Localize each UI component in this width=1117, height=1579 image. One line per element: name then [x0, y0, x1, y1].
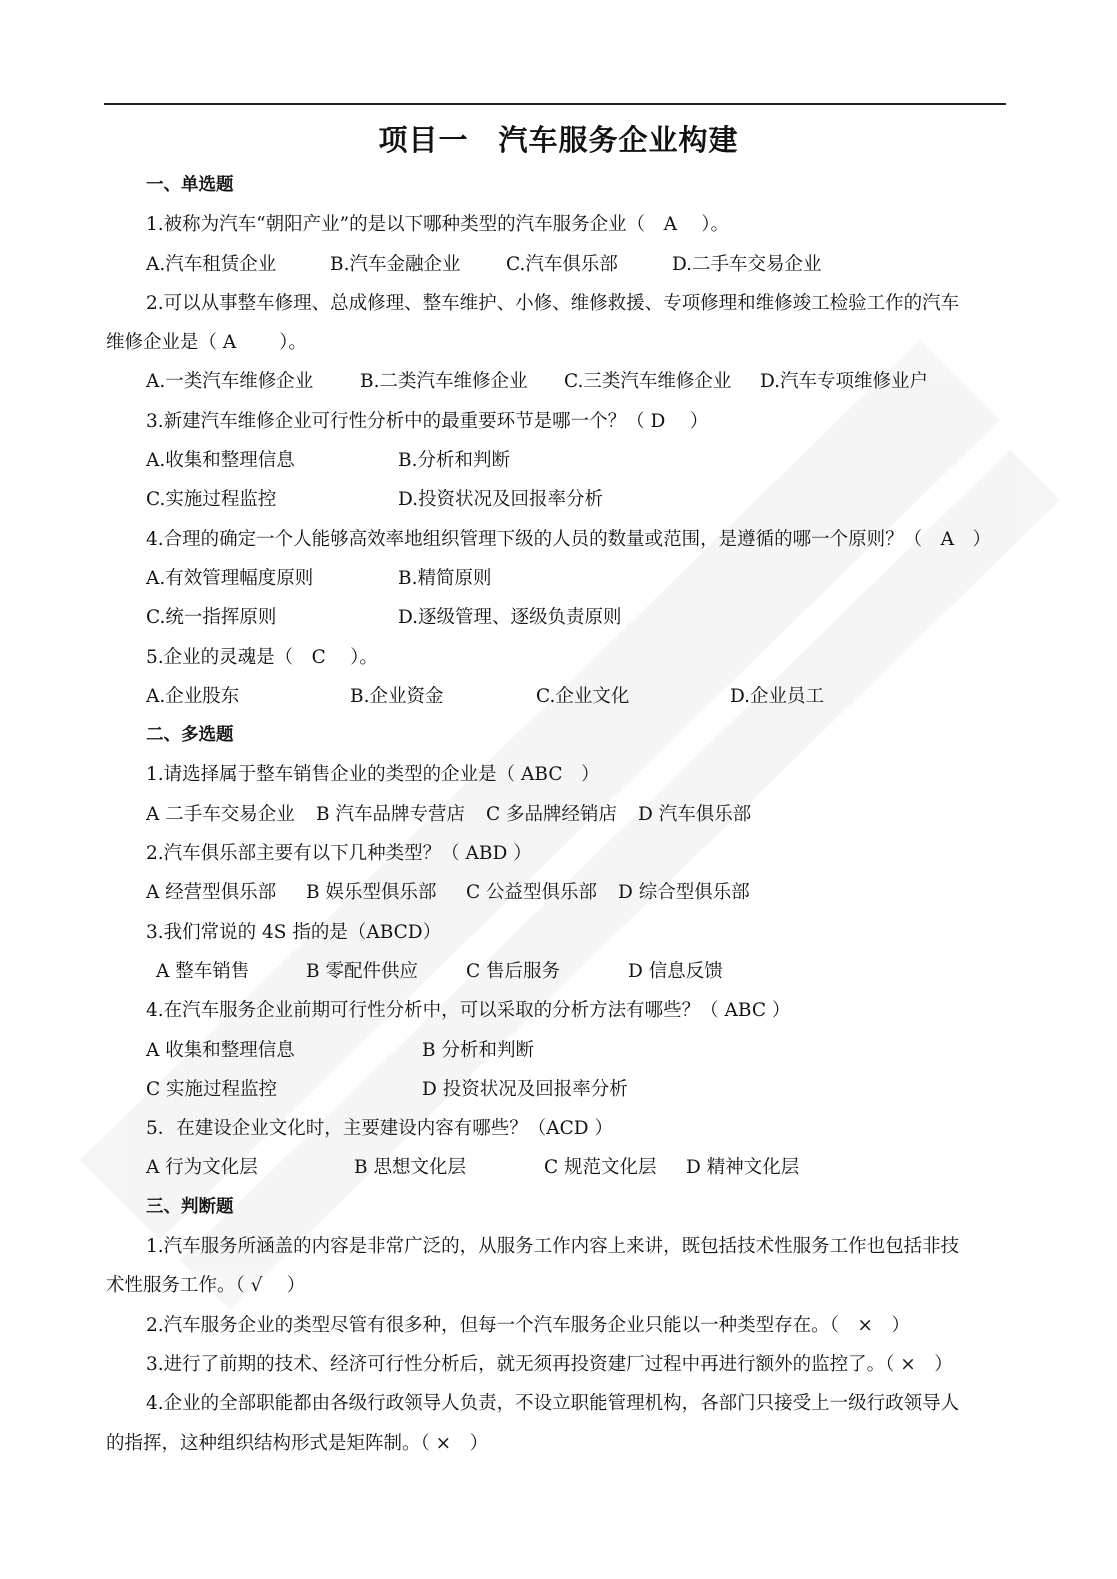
question-stem: 2.汽车俱乐部主要有以下几种类型？（ ABD ）	[146, 843, 532, 865]
option-row	[106, 952, 1006, 991]
document-body	[106, 166, 1006, 1463]
option: C 公益型俱乐部	[466, 882, 598, 904]
question-stem-continued: 维修企业是（ A ）。	[106, 332, 307, 354]
option: B 娱乐型俱乐部	[306, 882, 437, 904]
option: D 综合型俱乐部	[618, 882, 750, 904]
option: B.精简原则	[398, 567, 492, 589]
section-heading-multi: 二、多选题	[146, 725, 234, 746]
option-row	[106, 873, 1006, 912]
option: D 汽车俱乐部	[638, 803, 752, 825]
option: D.逐级管理、逐级负责原则	[398, 607, 622, 629]
option: D 投资状况及回报率分析	[422, 1078, 628, 1100]
option: A.汽车租赁企业	[146, 253, 277, 275]
option: A 收集和整理信息	[146, 1039, 295, 1061]
statement: 1.汽车服务所涵盖的内容是非常广泛的，从服务工作内容上来讲，既包括技术性服务工作也包括非技	[146, 1236, 960, 1258]
project-number: 项目一	[378, 123, 469, 157]
option: B.分析和判断	[398, 450, 510, 472]
option: A 行为文化层	[146, 1157, 258, 1179]
option: A 整车销售	[156, 960, 250, 982]
question-stem: 1.被称为汽车“朝阳产业”的是以下哪种类型的汽车服务企业（ A ）。	[146, 214, 730, 236]
option: A.有效管理幅度原则	[146, 567, 314, 589]
option-row	[106, 480, 1006, 519]
option-row	[106, 559, 1006, 598]
option-row	[106, 362, 1006, 401]
statement: 3.进行了前期的技术、经济可行性分析后，就无须再投资建厂过程中再进行额外的监控了。（ × ）	[146, 1353, 953, 1375]
option: C.三类汽车维修企业	[564, 371, 732, 393]
statement: 4.企业的全部职能都由各级行政领导人负责，不设立职能管理机构，各部门只接受上一级行政领导人	[146, 1393, 960, 1415]
option: A.一类汽车维修企业	[146, 371, 314, 393]
section-heading-single: 一、单选题	[146, 175, 234, 195]
question-stem: 3.新建汽车维修企业可行性分析中的最重要环节是哪一个？（ D ）	[146, 410, 709, 432]
question-stem: 4.合理的确定一个人能够高效率地组织管理下级的人员的数量或范围，是遵循的哪一个原则？（ A ）	[146, 528, 992, 550]
option-row	[106, 677, 1006, 716]
option: A.企业股东	[146, 685, 240, 707]
option: C.实施过程监控	[146, 489, 277, 511]
statement-continued: 的指挥，这种组织结构形式是矩阵制。（ × ）	[106, 1432, 489, 1454]
option: D 精神文化层	[686, 1157, 800, 1179]
option: C.汽车俱乐部	[506, 253, 618, 275]
option: D.汽车专项维修业户	[760, 371, 929, 393]
option: B.二类汽车维修企业	[360, 371, 528, 393]
option-row	[106, 598, 1006, 637]
question-stem: 5.企业的灵魂是（ C ）。	[146, 646, 378, 668]
option: D.二手车交易企业	[672, 253, 822, 275]
option-row	[106, 441, 1006, 480]
option: D 信息反馈	[628, 960, 723, 982]
statement-continued: 术性服务工作。（ √ ）	[106, 1275, 306, 1297]
option: B 汽车品牌专营店	[316, 803, 465, 825]
option: C.企业文化	[536, 685, 630, 707]
option: B 分析和判断	[422, 1039, 534, 1061]
option: C 实施过程监控	[146, 1078, 278, 1100]
option: D.投资状况及回报率分析	[398, 489, 604, 511]
question-stem: 4.在汽车服务企业前期可行性分析中，可以采取的分析方法有哪些？（ ABC ）	[146, 1000, 791, 1022]
option: B.汽车金融企业	[330, 253, 461, 275]
option: B 思想文化层	[354, 1157, 466, 1179]
option: D.企业员工	[730, 685, 825, 707]
question-stem: 5．在建设企业文化时，主要建设内容有哪些？（ACD ）	[146, 1118, 614, 1140]
option-row	[106, 1070, 1006, 1109]
option-row	[106, 1148, 1006, 1187]
option: B.企业资金	[350, 685, 444, 707]
statement: 2.汽车服务企业的类型尽管有很多种，但每一个汽车服务企业只能以一种类型存在。（ × ）	[146, 1314, 910, 1336]
question-stem: 1.请选择属于整车销售企业的类型的企业是（ ABC ）	[146, 764, 600, 786]
question-stem: 2.可以从事整车修理、总成修理、整车维护、小修、维修救援、专项修理和维修竣工检验工作的汽车	[146, 292, 960, 314]
section-heading-judge: 三、判断题	[146, 1196, 234, 1217]
question-stem: 3.我们常说的 4S 指的是（ABCD）	[146, 921, 442, 943]
option: C 规范文化层	[544, 1157, 657, 1179]
option: B 零配件供应	[306, 960, 418, 982]
option: C 售后服务	[466, 960, 561, 982]
option: A 二手车交易企业	[146, 803, 295, 825]
option-row	[106, 795, 1006, 834]
option: A 经营型俱乐部	[146, 882, 277, 904]
header-rule	[104, 103, 1006, 105]
project-name: 汽车服务企业构建	[498, 123, 739, 157]
option-row	[106, 245, 1006, 284]
page-title	[0, 118, 1117, 159]
option: C 多品牌经销店	[486, 803, 618, 825]
option: C.统一指挥原则	[146, 607, 277, 629]
option: A.收集和整理信息	[146, 450, 295, 472]
option-row	[106, 1031, 1006, 1070]
